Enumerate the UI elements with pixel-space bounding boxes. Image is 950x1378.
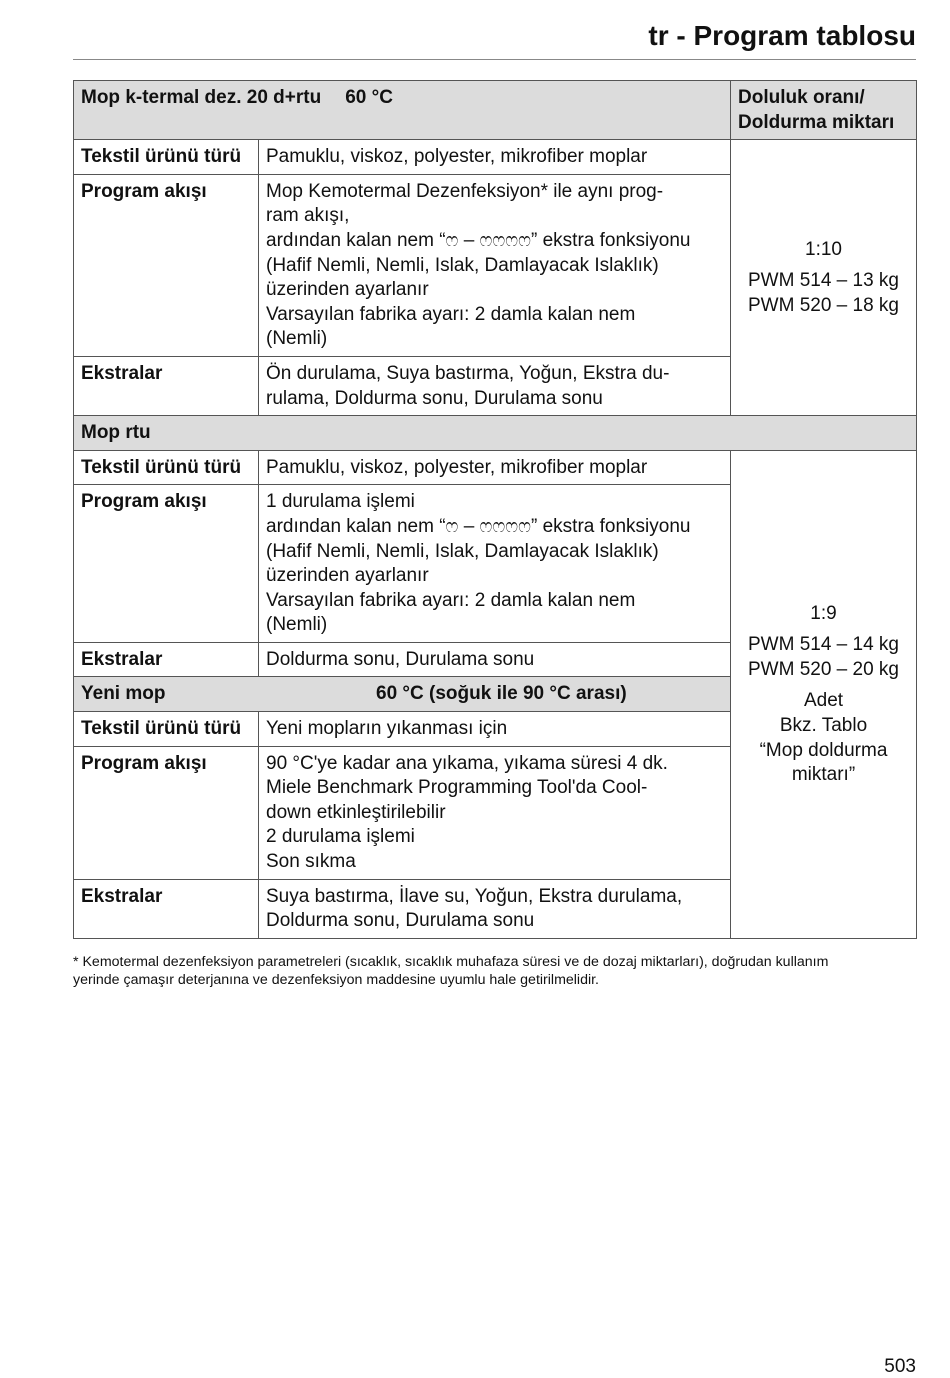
text-line: ardından kalan nem “ෆ – ෆෆෆෆ” ekstra fonksiyonu	[266, 515, 691, 537]
row-label: Tekstil ürünü türü	[74, 450, 259, 485]
section-title: Mop k-termal dez. 20 d+rtu	[81, 87, 322, 108]
row-label: Program akışı	[74, 174, 259, 356]
row-value: Doldurma sonu, Durulama sonu	[259, 642, 731, 677]
section-title-cell	[74, 81, 731, 140]
fill-note: miktarı”	[791, 764, 856, 786]
row-value: Pamuklu, viskoz, polyester, mikrofiber moplar	[259, 140, 731, 175]
fill-note: Adet	[803, 690, 844, 712]
fill-amount: PWM 514 – 13 kg	[747, 270, 900, 292]
text-line: Doldurma sonu, Durulama sonu	[266, 910, 535, 932]
fill-ratio: 1:10	[805, 238, 842, 260]
text-line: Suya bastırma, İlave su, Yoğun, Ekstra durulama,	[266, 885, 683, 907]
page-title: tr - Program tablosu	[648, 20, 916, 51]
table-row	[74, 140, 917, 175]
fill-ratio-cell	[731, 140, 917, 416]
text-line: ardından kalan nem “ෆ – ෆෆෆෆ” ekstra fonksiyonu	[266, 229, 691, 251]
row-label: Program akışı	[74, 746, 259, 879]
text-line: 2 durulama işlemi	[266, 826, 415, 848]
row-label: Ekstralar	[74, 879, 259, 938]
footnote	[73, 953, 923, 989]
text-line: 90 °C'ye kadar ana yıkama, yıkama süresi 4 dk.	[266, 752, 668, 774]
text-line: down etkinleştirilebilir	[266, 801, 446, 823]
fill-note: Bkz. Tablo	[779, 715, 868, 737]
text-line: (Nemli)	[266, 328, 328, 350]
fill-amount: PWM 520 – 18 kg	[747, 294, 900, 316]
row-value: Pamuklu, viskoz, polyester, mikrofiber moplar	[259, 450, 731, 485]
footnote-line: * Kemotermal dezenfeksiyon parametreleri (sıcaklık, sıcaklık muhafaza süresi ve de dozaj miktarları), doğrudan kullanım	[73, 954, 829, 970]
row-value	[259, 746, 731, 879]
text-line: Miele Benchmark Programming Tool'da Cool-	[266, 777, 648, 799]
text-line: (Nemli)	[266, 614, 328, 636]
text-line: Mop Kemotermal Dezenfeksiyon* ile aynı prog-	[266, 180, 664, 202]
section-title: Mop rtu	[74, 416, 917, 451]
section-title-cell	[74, 677, 731, 712]
fill-ratio-cell	[731, 450, 917, 938]
text-line: üzerinden ayarlanır	[266, 565, 429, 587]
section-temperature: 60 °C (soğuk ile 90 °C arası)	[376, 683, 627, 705]
text-line: Son sıkma	[266, 851, 356, 873]
row-value	[259, 879, 731, 938]
fill-amount: PWM 520 – 20 kg	[747, 658, 900, 680]
section-header-row	[74, 416, 917, 451]
section-temperature: 60 °C	[345, 87, 393, 108]
fill-ratio-header	[731, 81, 917, 140]
row-value	[259, 485, 731, 643]
text-line: 1 durulama işlemi	[266, 491, 415, 513]
fill-amount: PWM 514 – 14 kg	[747, 634, 900, 656]
row-value: Yeni mopların yıkanması için	[259, 712, 731, 747]
row-label: Tekstil ürünü türü	[74, 712, 259, 747]
text-line: (Hafif Nemli, Nemli, Islak, Damlayacak Islaklık)	[266, 540, 659, 562]
row-label: Ekstralar	[74, 642, 259, 677]
fill-header-line: Doluluk oranı/	[738, 87, 865, 108]
fill-ratio: 1:9	[810, 602, 837, 624]
row-label: Program akışı	[74, 485, 259, 643]
row-label: Ekstralar	[74, 356, 259, 415]
text-line: Varsayılan fabrika ayarı: 2 damla kalan nem	[266, 589, 636, 611]
row-value	[259, 356, 731, 415]
text-line: ram akışı,	[266, 205, 350, 227]
page-number: 503	[884, 1356, 916, 1377]
header-divider	[73, 59, 916, 60]
row-value	[259, 174, 731, 356]
fill-note: “Mop doldurma	[759, 739, 888, 761]
fill-header-line: Doldurma miktarı	[738, 111, 895, 133]
table-row	[74, 450, 917, 485]
text-line: rulama, Doldurma sonu, Durulama sonu	[266, 387, 603, 409]
section-header-row	[74, 81, 917, 140]
text-line: Varsayılan fabrika ayarı: 2 damla kalan nem	[266, 303, 636, 325]
text-line: üzerinden ayarlanır	[266, 279, 429, 301]
footnote-line: yerinde çamaşır deterjanına ve dezenfeksiyon maddesine uyumlu hale getirilmelidir.	[73, 972, 600, 988]
text-line: (Hafif Nemli, Nemli, Islak, Damlayacak Islaklık)	[266, 254, 659, 276]
program-table	[73, 80, 917, 939]
row-label: Tekstil ürünü türü	[74, 140, 259, 175]
text-line: Ön durulama, Suya bastırma, Yoğun, Ekstra du-	[266, 362, 670, 384]
section-title: Yeni mop	[81, 683, 166, 705]
